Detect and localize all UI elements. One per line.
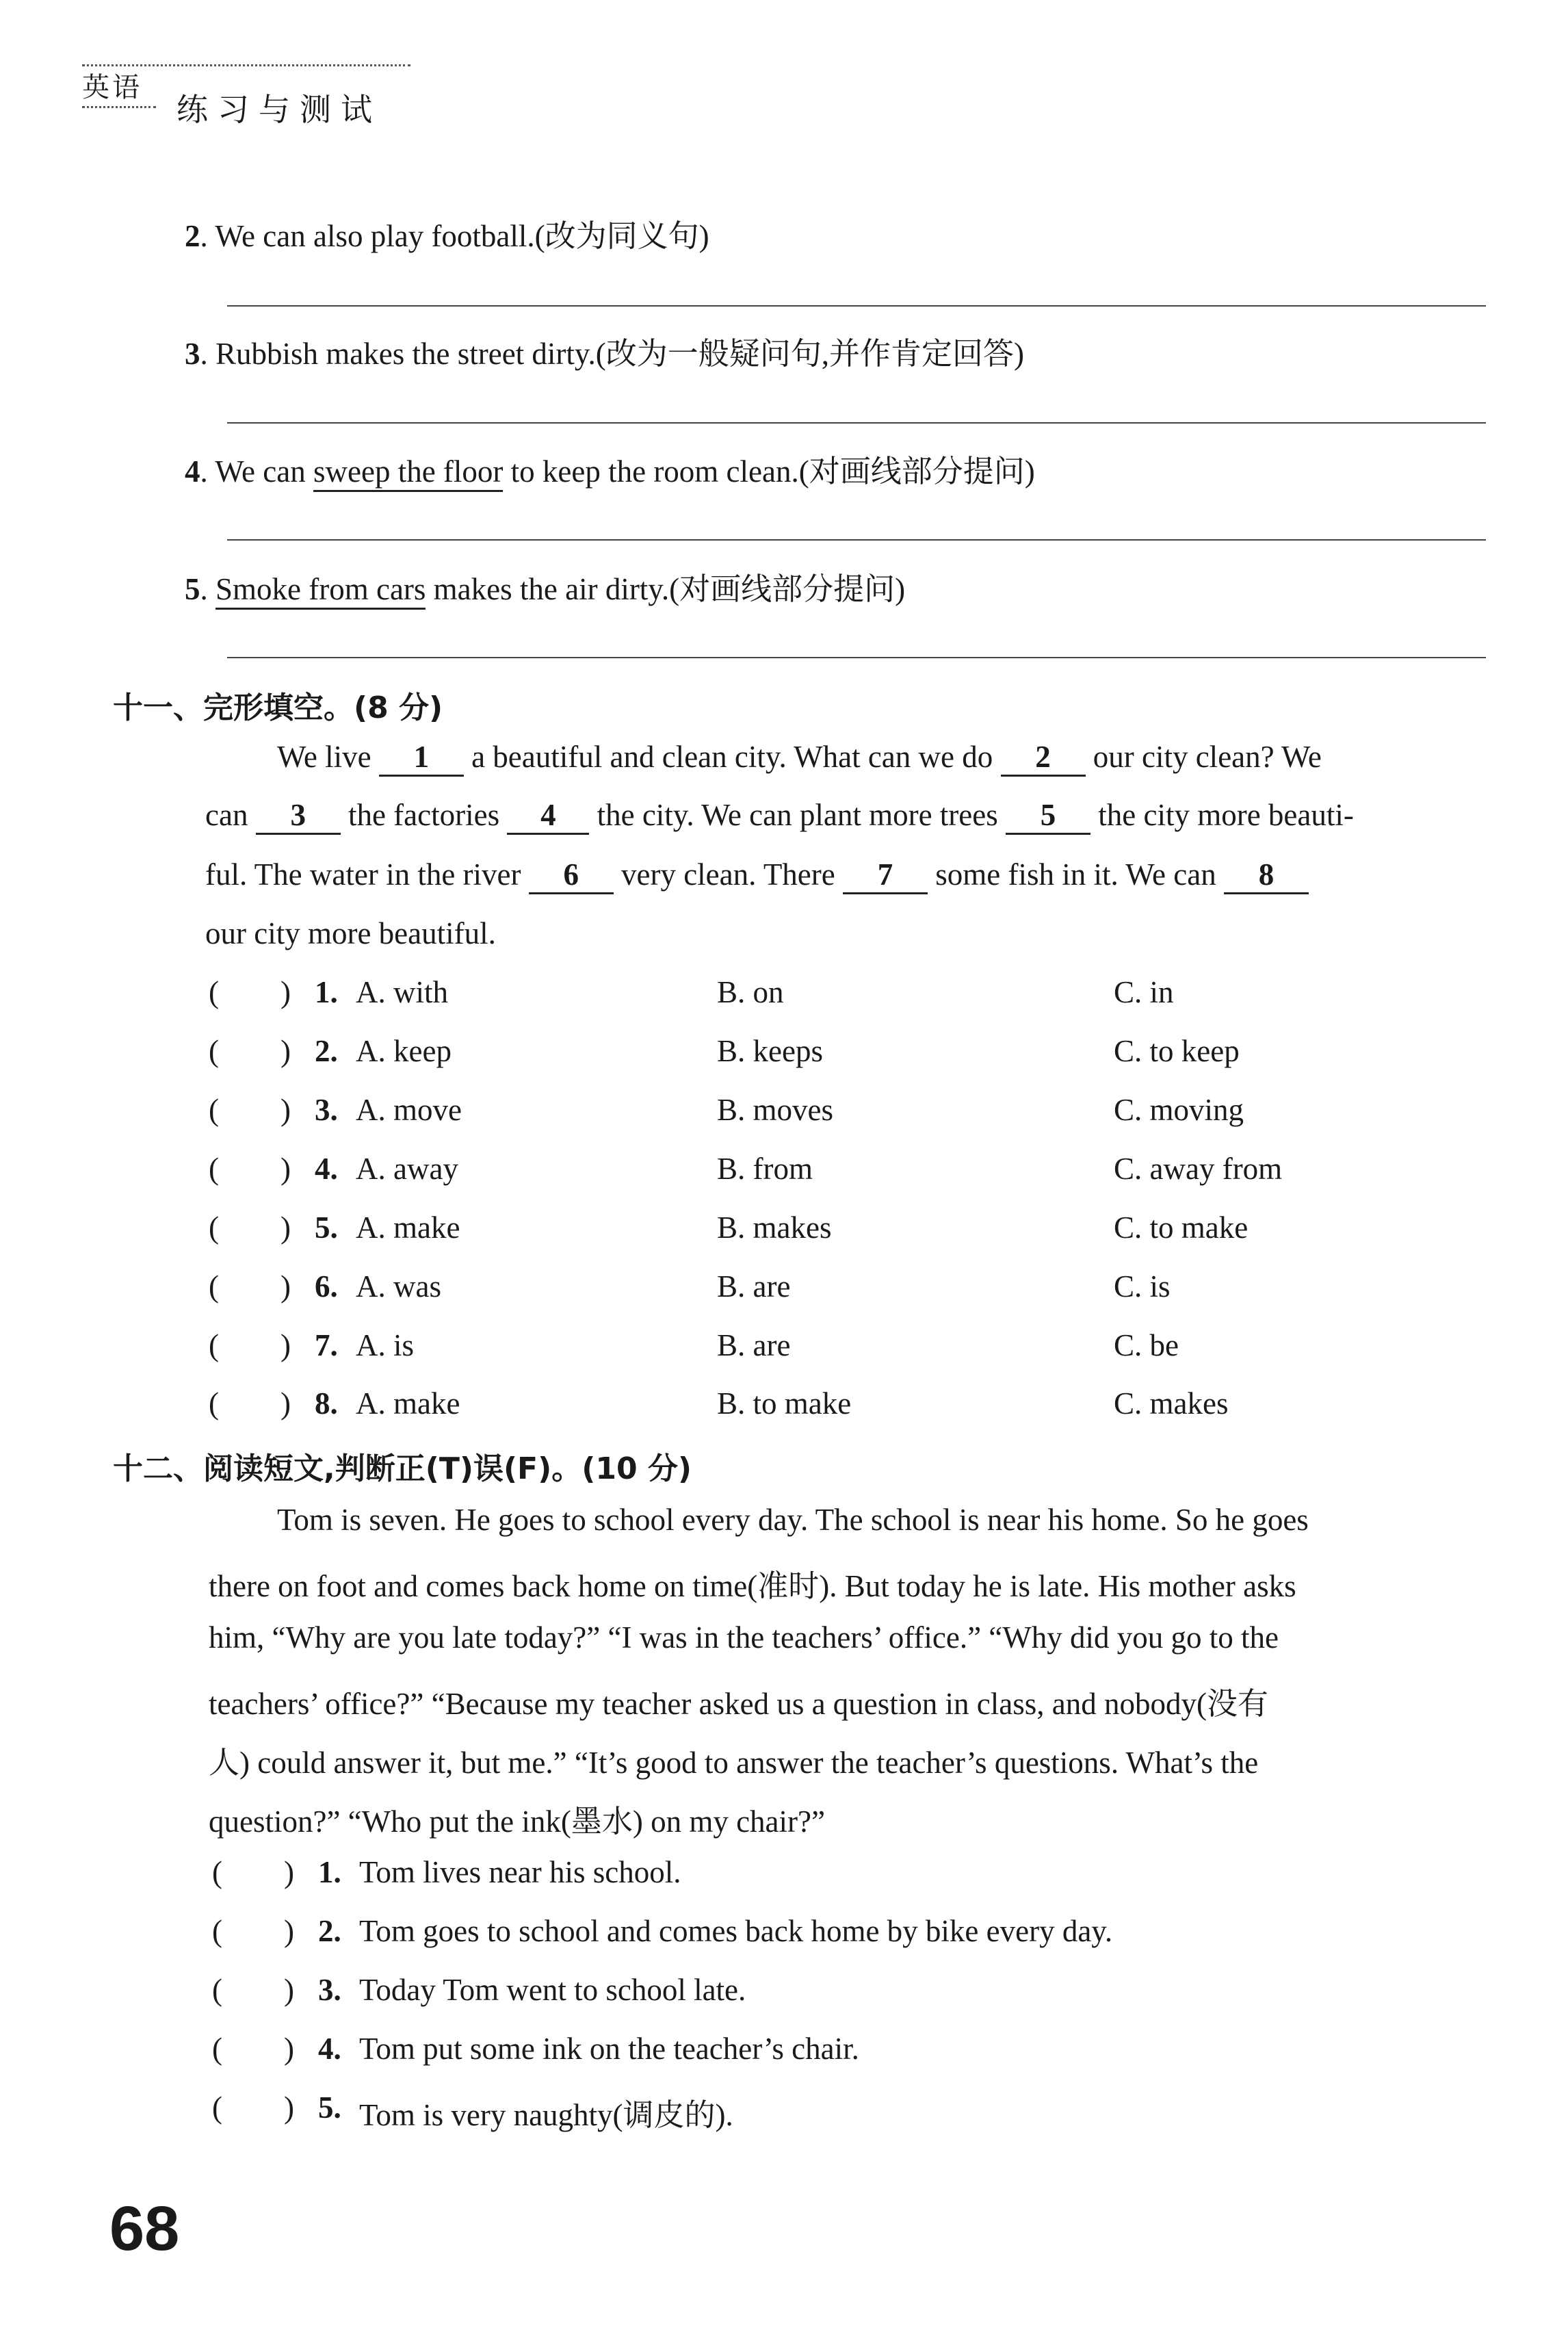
reading-line-4: teachers’ office?” “Because my teacher asked us a question in class, and nobody(没有 [209,1687,1268,1721]
answer-line[interactable] [227,657,1486,658]
cloze-blank-8[interactable]: 8 [1224,858,1309,894]
item-number: 5 [185,572,200,606]
option-c: C. to make [1114,1210,1249,1245]
option-b: B. are [717,1328,791,1362]
statement-text: Today Tom went to school late. [359,1973,746,2007]
cloze-blank-3[interactable]: 3 [256,799,341,835]
statement-number: 3. [318,1973,341,2007]
reading-line-2: there on foot and comes back home on time(准时). But today he is late. His mother asks [209,1569,1296,1603]
option-a: A. is [356,1328,415,1362]
cloze-blank-4[interactable]: 4 [507,799,589,835]
option-a: A. with [356,975,448,1009]
question-number: 2. [315,1034,338,1068]
option-a: A. was [356,1269,441,1304]
reading-line-5: 人) could answer it, but me.” “It’s good to answer the teacher’s questions. What’s the [209,1746,1259,1780]
item-instruction: (改为一般疑问句,并作肯定回答) [595,337,1024,371]
option-a: A. make [356,1210,460,1245]
answer-paren-close: ) [284,2090,294,2125]
cloze-text: a beautiful and clean city. What can we do [471,740,993,774]
answer-paren-open[interactable]: ( [209,1328,219,1362]
item-text-pre: We can [215,454,313,489]
option-c: C. to keep [1114,1034,1240,1068]
item-instruction: (对画线部分提问) [798,454,1035,489]
statement-text: Tom put some ink on the teacher’s chair. [359,2032,859,2066]
subject-label: 英语 [82,72,142,103]
answer-paren-close: ) [280,1328,291,1362]
underlined-phrase: sweep the floor [313,454,503,492]
cloze-line-3 [205,857,1309,894]
question-number: 4. [315,1152,338,1186]
option-b: B. on [717,975,784,1009]
answer-paren-open[interactable]: ( [209,1093,219,1127]
statement-number: 5. [318,2090,341,2125]
item-text: Rubbish makes the street dirty. [215,337,596,371]
answer-paren-close: ) [284,2032,294,2066]
cloze-text: very clean. There [621,857,835,892]
option-c: C. be [1114,1328,1179,1362]
reading-line-3: him, “Why are you late today?” “I was in the teachers’ office.” “Why did you go to the [209,1620,1279,1655]
cloze-text: some fish in it. We can [935,857,1216,892]
reading-line-6: question?” “Who put the ink(墨水) on my chair?” [209,1804,825,1839]
cloze-line-2 [205,797,1354,835]
cloze-text: ful. The water in the river [205,857,521,892]
question-number: 1. [315,975,338,1009]
answer-paren-close: ) [280,1152,291,1186]
option-c: C. moving [1114,1093,1244,1127]
cloze-text: the city more beauti- [1098,798,1354,832]
answer-line[interactable] [227,422,1486,424]
answer-paren-open[interactable]: ( [209,1386,219,1421]
question-number: 3. [315,1093,338,1127]
cloze-text: We live [277,740,371,774]
answer-paren-open[interactable]: ( [209,1210,219,1245]
cloze-blank-7[interactable]: 7 [843,858,928,894]
option-c: C. is [1114,1269,1171,1304]
option-a: A. move [356,1093,462,1127]
option-c: C. in [1114,975,1174,1009]
statement-number: 1. [318,1855,341,1889]
statement-text: Tom lives near his school. [359,1855,681,1889]
item-number: 3 [185,337,200,371]
cloze-blank-1[interactable]: 1 [379,740,464,777]
item-text: We can also play football. [215,219,535,253]
item-instruction: (改为同义句) [534,219,709,253]
answer-paren-close: ) [284,1914,294,1948]
question-number: 8. [315,1386,338,1421]
statement-number: 4. [318,2032,341,2066]
cloze-text: the city. We can plant more trees [597,798,998,832]
cloze-text: our city clean? We [1093,740,1322,774]
answer-paren-open[interactable]: ( [209,1152,219,1186]
cloze-line-1 [277,739,1322,777]
option-a: A. keep [356,1034,452,1068]
underlined-phrase: Smoke from cars [215,572,426,610]
item-number: 4 [185,454,200,489]
header-rule-short [82,106,156,108]
answer-paren-open[interactable]: ( [212,1973,222,2007]
cloze-text: can [205,798,248,832]
rewrite-item-2: 2. We can also play football.(改为同义句) [185,219,709,253]
rewrite-item-4: 4. We can sweep the floor to keep the room clean.(对画线部分提问) [185,446,1035,491]
option-b: B. are [717,1269,791,1304]
page-number: 68 [109,2194,180,2264]
rewrite-item-3: 3. Rubbish makes the street dirty.(改为一般疑问句,并作肯定回答) [185,337,1024,371]
answer-paren-open[interactable]: ( [212,1855,222,1889]
rewrite-item-5: 5. Smoke from cars makes the air dirty.(对画线部分提问) [185,564,905,608]
question-number: 7. [315,1328,338,1362]
answer-paren-close: ) [280,1386,291,1421]
reading-line-1: Tom is seven. He goes to school every day. The school is near his home. So he goes [277,1503,1309,1537]
answer-paren-open[interactable]: ( [209,1034,219,1068]
book-title: 练习与测试 [177,91,382,128]
cloze-blank-2[interactable]: 2 [1001,740,1086,777]
option-c: C. makes [1114,1386,1229,1421]
answer-paren-open[interactable]: ( [209,975,219,1009]
option-b: B. to make [717,1386,852,1421]
option-a: A. away [356,1152,458,1186]
answer-paren-close: ) [280,1210,291,1245]
answer-line[interactable] [227,539,1486,541]
answer-line[interactable] [227,305,1486,307]
option-a: A. make [356,1386,460,1421]
cloze-blank-5[interactable]: 5 [1006,799,1090,835]
answer-paren-open[interactable]: ( [212,2090,222,2125]
answer-paren-close: ) [280,1034,291,1068]
item-text-post: makes the air dirty. [426,572,670,606]
answer-paren-close: ) [280,1269,291,1304]
item-instruction: (对画线部分提问) [669,572,906,606]
cloze-heading: 十一、完形填空。(8 分) [113,690,443,725]
answer-paren-close: ) [284,1973,294,2007]
answer-paren-open[interactable]: ( [209,1269,219,1304]
question-number: 6. [315,1269,338,1304]
statement-text: Tom is very naughty(调皮的). [359,2098,733,2132]
item-number: 2 [185,219,200,253]
cloze-blank-6[interactable]: 6 [529,858,614,894]
answer-paren-close: ) [284,1855,294,1889]
cloze-line-4: our city more beautiful. [205,916,496,950]
answer-paren-close: ) [280,975,291,1009]
answer-paren-open[interactable]: ( [212,1914,222,1948]
option-b: B. from [717,1152,813,1186]
answer-paren-close: ) [280,1093,291,1127]
statement-number: 2. [318,1914,341,1948]
option-b: B. moves [717,1093,834,1127]
option-c: C. away from [1114,1152,1283,1186]
cloze-text: the factories [348,798,500,832]
item-text-post: to keep the room clean. [503,454,799,489]
reading-heading: 十二、阅读短文,判断正(T)误(F)。(10 分) [113,1451,692,1486]
option-b: B. makes [717,1210,832,1245]
question-number: 5. [315,1210,338,1245]
answer-paren-open[interactable]: ( [212,2032,222,2066]
statement-text: Tom goes to school and comes back home by bike every day. [359,1914,1113,1948]
option-b: B. keeps [717,1034,823,1068]
